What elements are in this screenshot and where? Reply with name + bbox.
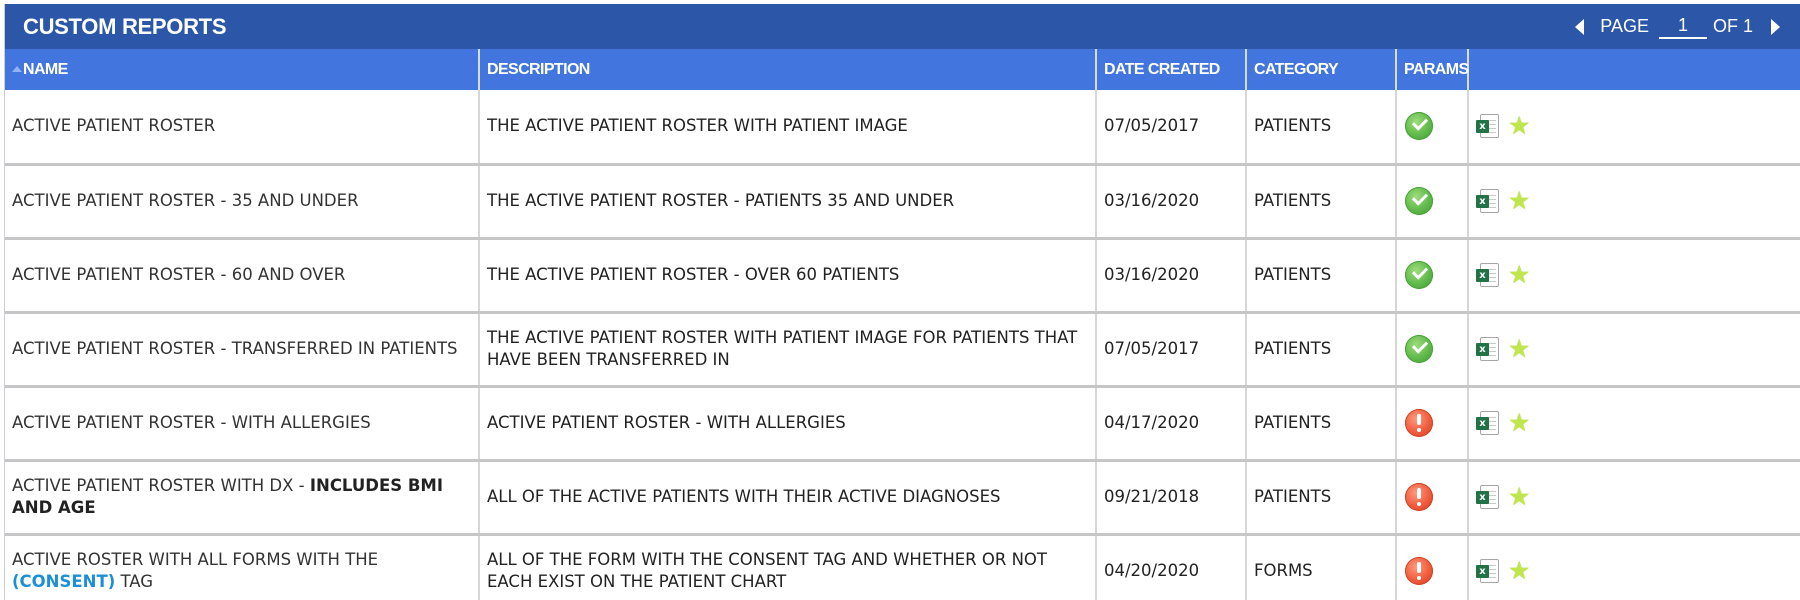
page-total: OF 1 xyxy=(1712,16,1753,36)
cell-actions xyxy=(1468,164,1800,238)
row-actions xyxy=(1476,188,1794,214)
report-name-tag: (CONSENT) xyxy=(12,572,116,591)
row-actions xyxy=(1476,558,1794,584)
excel-export-icon[interactable]: x xyxy=(1476,484,1500,510)
red-exclamation-circle-icon xyxy=(1405,409,1433,437)
row-actions xyxy=(1476,262,1794,288)
cell-report-name[interactable] xyxy=(5,164,479,238)
star-icon[interactable]: ★ xyxy=(1508,482,1531,511)
table-row[interactable] xyxy=(5,386,1800,460)
cell-params xyxy=(1396,238,1468,312)
column-header-name-label: NAME xyxy=(23,60,68,78)
cell-date-created: 09/21/2018 xyxy=(1096,460,1246,534)
cell-actions xyxy=(1468,534,1800,600)
excel-export-icon[interactable]: x xyxy=(1476,113,1500,139)
panel-title: CUSTOM REPORTS xyxy=(23,13,227,39)
cell-description: THE ACTIVE PATIENT ROSTER - PATIENTS 35 AND UNDER xyxy=(479,164,1096,238)
report-name-text: ACTIVE PATIENT ROSTER xyxy=(12,116,216,136)
report-name-text: ACTIVE ROSTER WITH ALL FORMS WITH THE xyxy=(12,550,379,569)
table-header-row xyxy=(5,49,1800,90)
cell-category: FORMS xyxy=(1246,534,1396,600)
caret-right-icon[interactable] xyxy=(1771,19,1780,35)
cell-report-name[interactable] xyxy=(5,534,479,600)
row-actions xyxy=(1476,113,1794,139)
report-name-text: ACTIVE PATIENT ROSTER - WITH ALLERGIES xyxy=(12,413,371,432)
cell-date-created: 03/16/2020 xyxy=(1096,238,1246,312)
star-icon[interactable]: ★ xyxy=(1508,334,1531,363)
excel-export-icon[interactable]: x xyxy=(1476,336,1500,362)
red-exclamation-circle-icon xyxy=(1405,483,1433,511)
reports-table xyxy=(5,49,1800,600)
cell-date-created: 07/05/2017 xyxy=(1096,90,1246,164)
cell-actions xyxy=(1468,460,1800,534)
cell-report-name[interactable] xyxy=(5,90,479,164)
cell-category: PATIENTS xyxy=(1246,312,1396,386)
cell-params xyxy=(1396,164,1468,238)
star-icon[interactable]: ★ xyxy=(1508,186,1531,215)
report-name-emphasis: INCLUDES BMI AND AGE xyxy=(12,476,443,517)
table-row[interactable] xyxy=(5,534,1800,600)
row-actions xyxy=(1476,410,1794,436)
column-header-actions xyxy=(1468,49,1800,90)
cell-description: ALL OF THE ACTIVE PATIENTS WITH THEIR ACTIVE DIAGNOSES xyxy=(479,460,1096,534)
table-row[interactable] xyxy=(5,460,1800,534)
star-icon[interactable]: ★ xyxy=(1508,556,1531,585)
cell-actions xyxy=(1468,90,1800,164)
star-icon[interactable]: ★ xyxy=(1508,111,1531,141)
cell-report-name[interactable] xyxy=(5,238,479,312)
column-header-name[interactable] xyxy=(5,49,479,90)
table-row[interactable] xyxy=(5,90,1800,164)
green-check-circle-icon xyxy=(1405,112,1433,140)
title-bar xyxy=(5,4,1800,49)
sort-ascending-icon xyxy=(12,66,22,72)
cell-description: ALL OF THE FORM WITH THE CONSENT TAG AND WHETHER OR NOT EACH EXIST ON THE PATIENT CHART xyxy=(479,534,1096,600)
excel-export-icon[interactable]: x xyxy=(1476,410,1500,436)
table-body xyxy=(5,90,1800,600)
cell-category: PATIENTS xyxy=(1246,90,1396,164)
report-name-text: ACTIVE PATIENT ROSTER - 35 AND UNDER xyxy=(12,191,359,210)
cell-date-created: 07/05/2017 xyxy=(1096,312,1246,386)
cell-report-name[interactable] xyxy=(5,386,479,460)
caret-left-icon[interactable] xyxy=(1575,19,1584,35)
report-name-text: ACTIVE PATIENT ROSTER - TRANSFERRED IN PATIENTS xyxy=(12,339,458,358)
star-icon[interactable]: ★ xyxy=(1508,408,1531,437)
column-header-category[interactable]: CATEGORY xyxy=(1246,49,1396,90)
cell-actions xyxy=(1468,312,1800,386)
column-header-params[interactable]: PARAMS xyxy=(1396,49,1468,90)
cell-category: PATIENTS xyxy=(1246,460,1396,534)
cell-description: THE ACTIVE PATIENT ROSTER WITH PATIENT IMAGE xyxy=(479,90,1096,164)
cell-description: THE ACTIVE PATIENT ROSTER WITH PATIENT IMAGE FOR PATIENTS THAT HAVE BEEN TRANSFERRED IN xyxy=(479,312,1096,386)
green-check-circle-icon xyxy=(1405,335,1433,363)
excel-export-icon[interactable]: x xyxy=(1476,558,1500,584)
excel-export-icon[interactable]: x xyxy=(1476,188,1500,214)
cell-report-name[interactable] xyxy=(5,312,479,386)
table-row[interactable] xyxy=(5,164,1800,238)
cell-category: PATIENTS xyxy=(1246,386,1396,460)
cell-params xyxy=(1396,534,1468,600)
cell-params xyxy=(1396,90,1468,164)
cell-description: ACTIVE PATIENT ROSTER - WITH ALLERGIES xyxy=(479,386,1096,460)
custom-reports-panel xyxy=(4,4,1800,600)
column-header-date-created[interactable]: DATE CREATED xyxy=(1096,49,1246,90)
green-check-circle-icon xyxy=(1405,261,1433,289)
red-exclamation-circle-icon xyxy=(1405,557,1433,585)
cell-report-name[interactable] xyxy=(5,460,479,534)
excel-export-icon[interactable]: x xyxy=(1476,262,1500,288)
cell-actions xyxy=(1468,238,1800,312)
cell-category: PATIENTS xyxy=(1246,164,1396,238)
green-check-circle-icon xyxy=(1405,187,1433,215)
report-name-text: ACTIVE PATIENT ROSTER - 60 AND OVER xyxy=(12,265,346,284)
pagination xyxy=(1575,15,1780,39)
column-header-description[interactable]: DESCRIPTION xyxy=(479,49,1096,90)
page-label: PAGE xyxy=(1600,16,1649,36)
star-icon[interactable]: ★ xyxy=(1508,260,1531,289)
cell-actions xyxy=(1468,386,1800,460)
cell-params xyxy=(1396,312,1468,386)
cell-date-created: 04/20/2020 xyxy=(1096,534,1246,600)
report-name-suffix: TAG xyxy=(115,572,154,591)
cell-date-created: 03/16/2020 xyxy=(1096,164,1246,238)
row-actions xyxy=(1476,336,1794,362)
cell-description: THE ACTIVE PATIENT ROSTER - OVER 60 PATIENTS xyxy=(479,238,1096,312)
cell-params xyxy=(1396,460,1468,534)
cell-params xyxy=(1396,386,1468,460)
cell-category: PATIENTS xyxy=(1246,238,1396,312)
report-name-text: ACTIVE PATIENT ROSTER WITH DX - xyxy=(12,476,310,495)
page-number-input[interactable] xyxy=(1659,15,1707,39)
table-row[interactable] xyxy=(5,312,1800,386)
cell-date-created: 04/17/2020 xyxy=(1096,386,1246,460)
table-row[interactable] xyxy=(5,238,1800,312)
row-actions xyxy=(1476,484,1794,510)
